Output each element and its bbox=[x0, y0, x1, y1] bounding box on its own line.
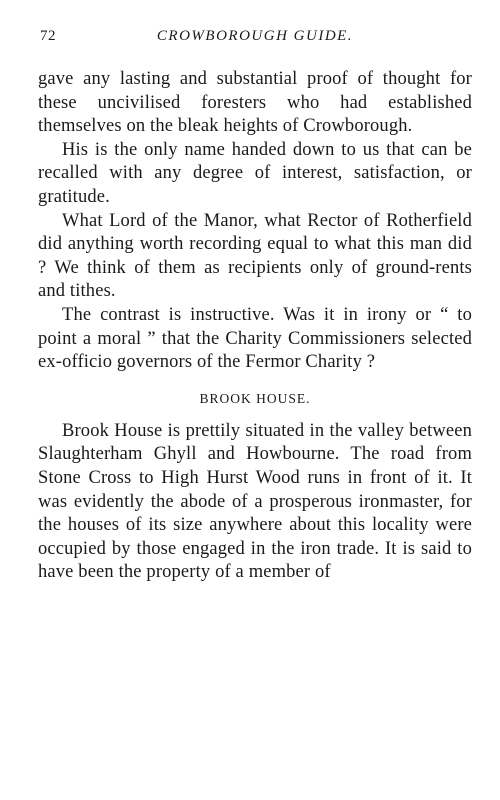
body-text bbox=[38, 68, 472, 585]
page-header bbox=[40, 28, 470, 50]
page-number: 72 bbox=[40, 28, 56, 44]
section-heading: BROOK HOUSE. bbox=[199, 390, 311, 406]
paragraph-brook-house: Brook House is prettily situated in the valley between Slaughterham Ghyll and Howbourne. The road from Stone Cross to High Hurst Wood runs in front of it. It was evidently the abode of a prosperous ironmaster, for the houses of its size anywhere about this locality were occupied by those engaged in the iron trade. It is said to have been the property of a member of bbox=[38, 420, 472, 583]
paragraph-lord-of-manor: What Lord of the Manor, what Rector of Rotherfield did anything worth recording equal to what this man did ? We think of them as recipients only of ground-rents and tithes. bbox=[38, 210, 472, 302]
paragraph-name: His is the only name handed down to us that can be recalled with any degree of interest, satisfaction, or gratitude. bbox=[38, 139, 472, 207]
paragraph-contrast: The contrast is instructive. Was it in irony or “ to point a moral ” that the Charity Commissioners selected ex-officio governors of the Fermor Charity ? bbox=[38, 304, 472, 373]
running-title: CROWBOROUGH GUIDE. bbox=[156, 28, 354, 44]
paragraph-continuation: gave any lasting and substantial proof of thought for these uncivilised foresters who had established themselves on the bleak heights of Crowborough. bbox=[38, 69, 472, 137]
